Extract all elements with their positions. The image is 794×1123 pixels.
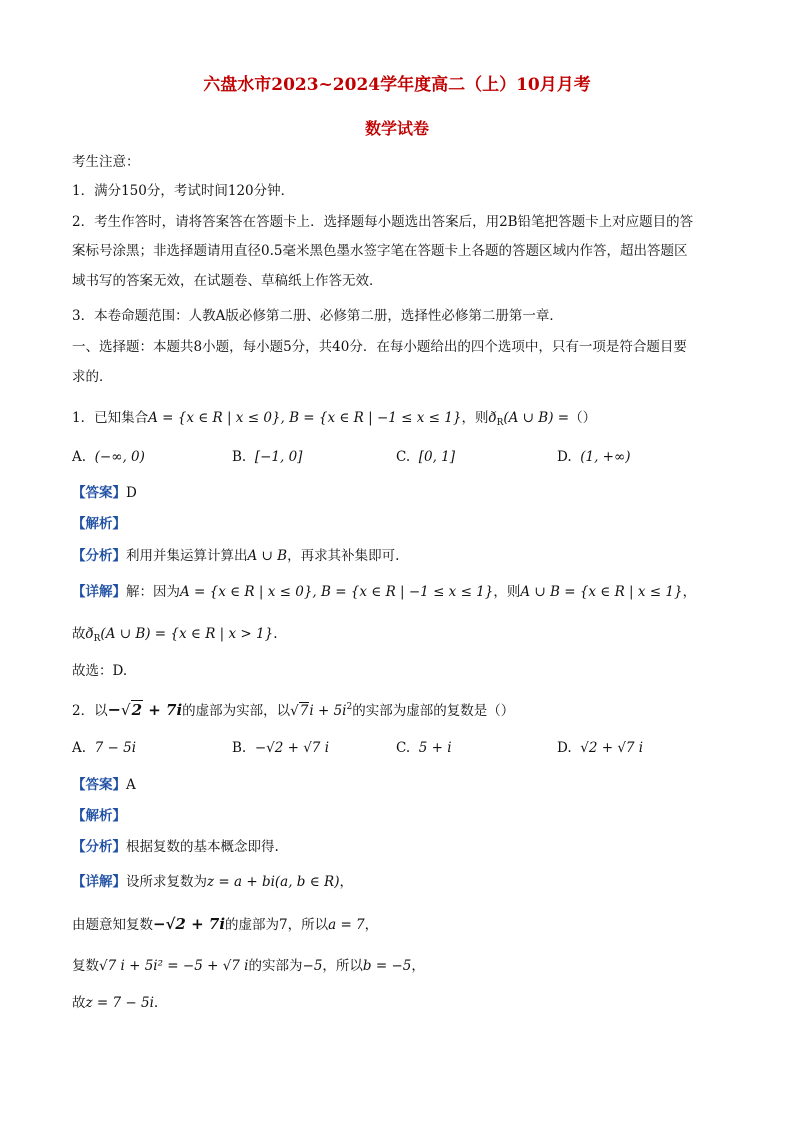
q1-option-d: D. (1, +∞) [557,449,631,465]
exam-title: 六盘水市2023~2024学年度高二（上）10月月考 [203,75,591,95]
section-1-header-line-1: 一、选择题：本题共8小题，每小题5分，共40分．在每小题给出的四个选项中，只有一项是符合题目要 [72,339,687,355]
answer-tag: 【答案】 [72,485,126,501]
q1-option-b: B. [−1, 0] [232,449,303,465]
q2-detail-line-2: 由题意知复数−√2 + 7i的虚部为7，所以a = 7， [72,915,379,933]
q2-fenxi: 【分析】根据复数的基本概念即得. [72,839,279,855]
q1-stem [72,408,596,433]
notice-item-2-line-2: 案标号涂黑；非选择题请用直径0.5毫米黑色墨水签字笔在答题卡上各题的答题区域内作答，超出答题区 [72,243,688,259]
q1-stem-prefix: 1．已知集合 [72,410,149,426]
notice-item-2-line-3: 域书写的答案无效，在试题卷、草稿纸上作答无效． [72,273,383,289]
notice-item-2-line-1: 2．考生作答时，请将答案答在答题卡上．选择题每小题选出答案后，用2B铅笔把答题卡上对应题目的答 [72,214,694,230]
q1-fenxi: 【分析】利用并集运算计算出A ∪ B，再求其补集即可. [72,548,400,564]
q1-detail: 【详解】解：因为A = {x ∈ R | x ≤ 0}, B = {x ∈ R | −1 ≤ x ≤ 1}，则A ∪ B = {x ∈ R | x ≤ 1}， [72,584,697,600]
q1-complement-symbol: ð [488,410,497,426]
q2-option-a: A. 7 − 5i [72,740,137,756]
notice-heading: 考生注意： [72,154,140,170]
q1-stem-math-3: (A ∪ B) = [503,410,570,426]
q2-detail: 【详解】设所求复数为z = a + bi(a, b ∈ R)， [72,874,353,890]
q2-answer-value: A [126,777,136,793]
q1-stem-end: （） [569,410,597,426]
q2-detail-line-3: 复数√7 i + 5i² = −5 + √7 i的实部为−5，所以b = −5， [72,958,425,974]
q1-stem-mid: ，则 [461,410,489,426]
q1-analysis-tag: 【解析】 [72,516,126,532]
notice-item-1: 1．满分150分，考试时间120分钟． [72,183,295,199]
q2-analysis-tag: 【解析】 [72,808,126,824]
q1-stem-math: A = {x ∈ R | x ≤ 0}, B = {x ∈ R | −1 ≤ x ≤ 1} [148,410,462,426]
section-1-header-line-2: 求的． [72,369,113,385]
q1-option-c: C. [0, 1] [396,449,456,465]
q1-answer-value: D [126,485,137,501]
q2-option-d: D. √2 + √7 i [557,740,644,756]
q2-answer: 【答案】A [72,777,136,793]
q1-complement-sub: R [496,418,504,428]
q1-answer [72,483,137,503]
q1-choose: 故选：D. [72,663,128,679]
q1-conclusion: 故$ð_R(A$ ∪ B) = {x ∈ R | x > 1}. [72,626,278,644]
q2-conclusion: 故z = 7 − 5i. [72,995,159,1011]
notice-item-3: 3．本卷命题范围：人教A版必修第二册、必修第二册，选择性必修第二册第一章． [72,308,563,324]
q2-option-b: B. −√2 + √7 i [232,740,330,756]
q1-option-a: A. (−∞, 0) [72,449,145,465]
q2-stem: 2．以−√2 + 7i的虚部为实部，以$√7i + 5i^2$的实部为虚部的复数是（） [72,700,515,719]
exam-subtitle: 数学试卷 [364,119,429,138]
q2-option-c: C. 5 + i [396,740,452,756]
